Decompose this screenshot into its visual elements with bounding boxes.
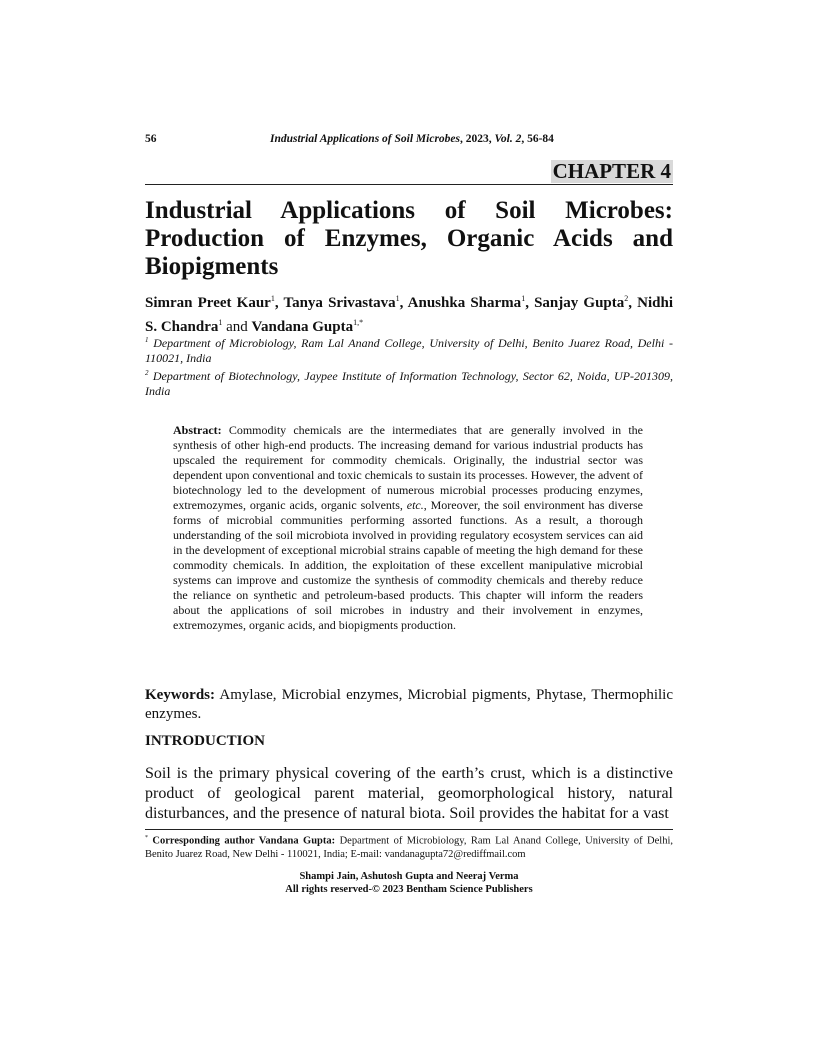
footnote-text: Department of Microbiology, Ram Lal Anand College, University of Delhi, Benito Juarez Road, New Delhi - 110021, India; E-mail: vandanagupta72@rediffmail.com — [145, 835, 674, 860]
section-heading: INTRODUCTION — [145, 733, 266, 749]
chapter-title: Industrial Applications of Soil Microbes: Production of Enzymes, Organic Acids and Biopigments — [145, 197, 673, 280]
footnote-mark: * — [145, 835, 148, 841]
author-list — [145, 289, 673, 337]
footnote-label: Corresponding author Vandana Gupta: — [148, 835, 336, 847]
introduction-paragraph: Soil is the primary physical covering of the earth’s crust, which is a distinctive product of geological parent material, geomorphological history, natural disturbances, and the presence of natural biota. Soil provides the habitat for a vast — [145, 765, 673, 822]
keywords — [145, 686, 673, 724]
author-affiliation-mark: 1 — [270, 294, 275, 303]
author-name: Nidhi S. Chandra — [145, 295, 673, 335]
author-name: Anushka Sharma — [407, 295, 522, 311]
journal-pages: , 56-84 — [521, 133, 554, 145]
author-affiliation-mark: 1 — [521, 294, 526, 303]
author-affiliation-mark: 1 — [395, 294, 400, 303]
journal-title: Industrial Applications of Soil Microbes — [270, 133, 460, 145]
author-name: Vandana Gupta — [251, 319, 354, 335]
journal-volume: Vol. 2 — [494, 133, 522, 145]
chapter-label: CHAPTER 4 — [552, 159, 671, 183]
author-separator: , — [525, 295, 535, 311]
abstract-label: Abstract: — [173, 423, 222, 437]
author-name: Tanya Srivastava — [283, 295, 396, 311]
author-separator: , — [274, 295, 284, 311]
author-name: Sanjay Gupta — [534, 295, 625, 311]
chapter-header — [145, 160, 673, 185]
affiliation-text: Department of Biotechnology, Jaypee Institute of Information Technology, Sector 62, Noida, UP-201309, India — [145, 369, 673, 398]
footnote-divider — [145, 829, 673, 830]
abstract — [173, 423, 643, 633]
keywords-text: Amylase, Microbial enzymes, Microbial pigments, Phytase, Thermophilic enzymes. — [145, 687, 673, 722]
abstract-etc: etc. — [406, 498, 424, 512]
corresponding-author-footnote — [145, 832, 673, 861]
running-head — [145, 133, 673, 149]
page-number: 56 — [145, 133, 157, 145]
affiliation-text: Department of Microbiology, Ram Lal Anand College, University of Delhi, Benito Juarez Road, Delhi - 110021, India — [145, 336, 673, 365]
author-affiliation-mark: 2 — [624, 294, 629, 303]
abstract-text-continued: , Moreover, the soil environment has diverse forms of microbial communities performing assorted functions. As a result, a thorough understanding of the soil microbiota involved in providing regulatory ecosystem services can aid in the development of exceptional microbial strains capable of meeting the high demand for these commodity chemicals. In addition, the exploitation of these excellent manipulative microbial systems can improve and customize the synthesis of commodity chemicals and thereby reduce the reliance on synthetic and petroleum-based products. This chapter will inform the readers about the applications of soil microbes in industry and their involvement in enzymes, extremozymes, organic acids, and biopigments production. — [173, 498, 643, 632]
author-separator: , — [628, 295, 638, 311]
journal-year: , 2023, — [460, 133, 495, 145]
copyright-line: All rights reserved-© 2023 Bentham Science Publishers — [285, 884, 533, 895]
affiliation — [145, 366, 673, 399]
author-separator: and — [222, 319, 252, 335]
publisher-info — [145, 870, 673, 896]
author-affiliation-mark: 1,* — [353, 318, 364, 327]
author-affiliation-mark: 1 — [218, 318, 223, 327]
abstract-text: Commodity chemicals are the intermediates that are generally involved in the synthesis of other high-end products. The increasing demand for various industrial products has upscaled the requirement for commodity chemicals. Originally, the industrial sector was dependent upon conventional and toxic chemicals to sustain its processes. However, the advent of biotechnology led to the development of numerous microbial processes producing enzymes, extremozymes, organic acids, organic solvents, — [173, 423, 643, 512]
affiliation-mark: 1 — [145, 336, 149, 344]
author-name: Simran Preet Kaur — [145, 295, 271, 311]
affiliation — [145, 333, 673, 366]
editor-names: Shampi Jain, Ashutosh Gupta and Neeraj Verma — [299, 871, 519, 882]
keywords-label: Keywords: — [145, 687, 215, 703]
affiliation-mark: 2 — [145, 369, 149, 377]
author-separator: , — [399, 295, 408, 311]
journal-citation — [270, 133, 554, 145]
